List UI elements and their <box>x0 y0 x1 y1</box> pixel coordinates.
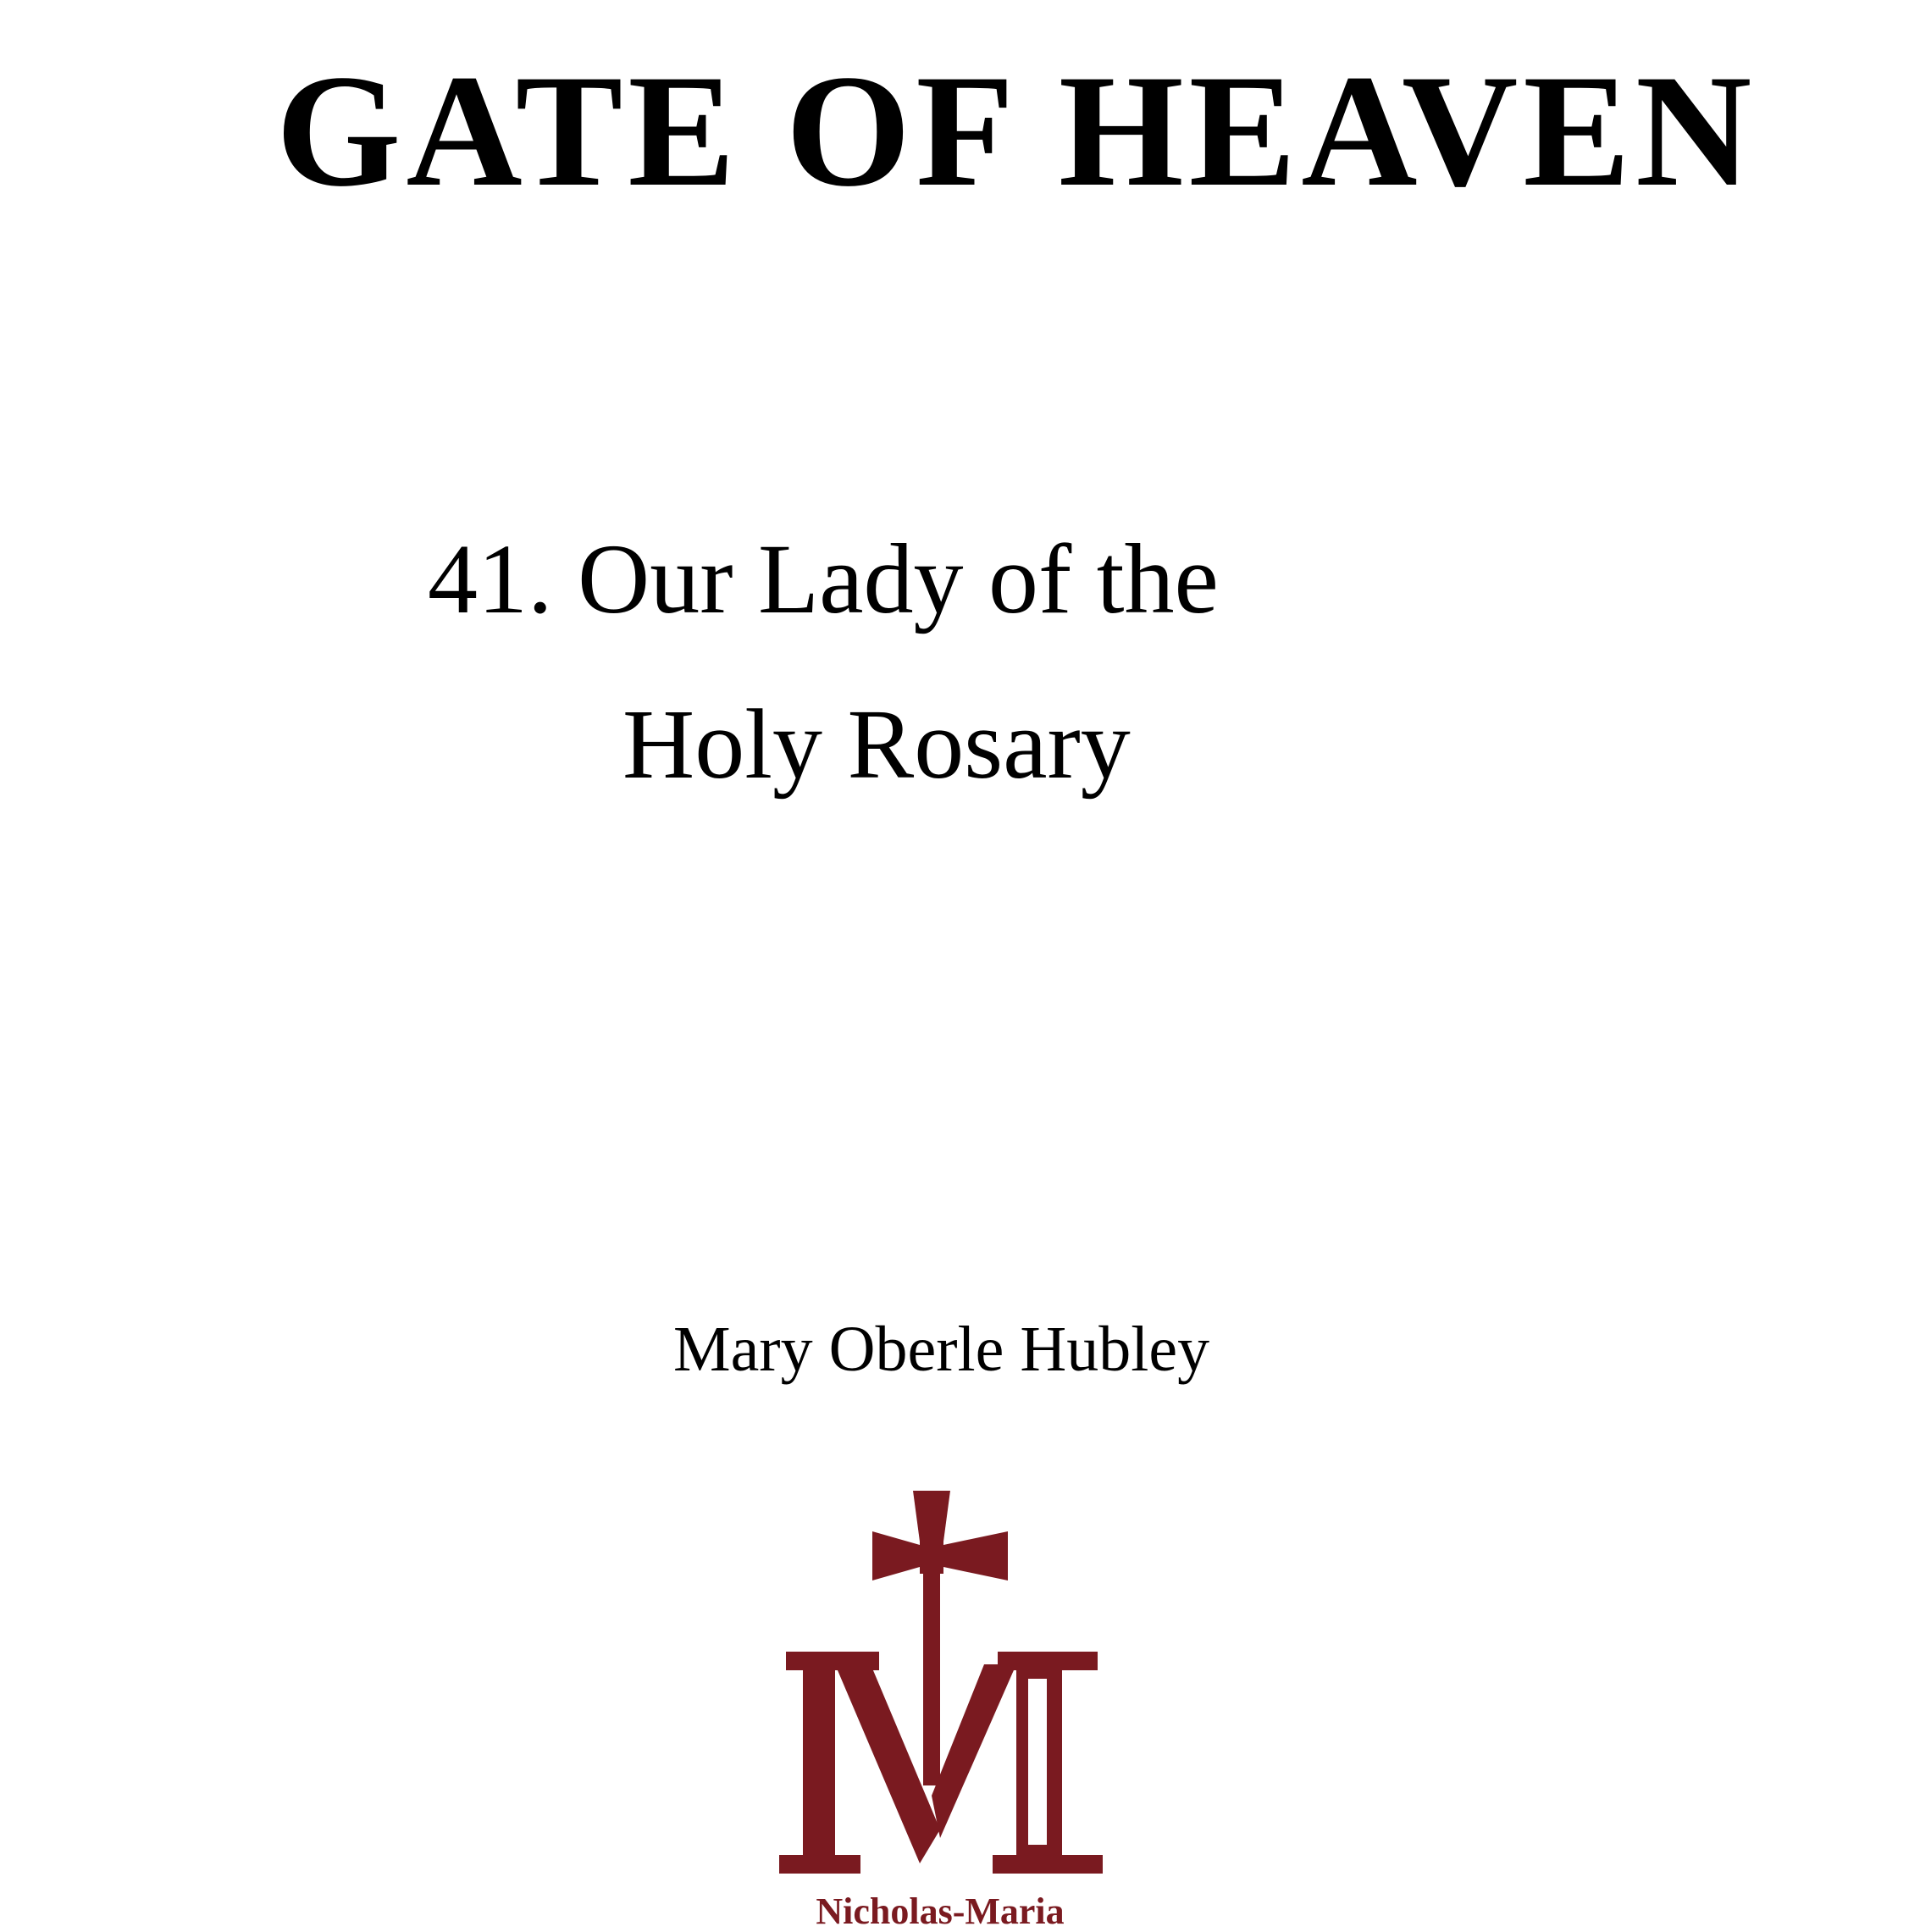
publisher-logo <box>762 1491 1118 1931</box>
chapter-title-line-2: Holy Rosary <box>622 689 1131 800</box>
author-name: Mary Oberle Hubley <box>673 1314 1210 1385</box>
cross-m-monogram-icon <box>762 1491 1118 1897</box>
publisher-name: Nicholas-Maria <box>816 1890 1065 1932</box>
book-title: GATE OF HEAVEN <box>275 42 1757 220</box>
chapter-title-line-1: 41. Our Lady of the <box>428 523 1219 634</box>
